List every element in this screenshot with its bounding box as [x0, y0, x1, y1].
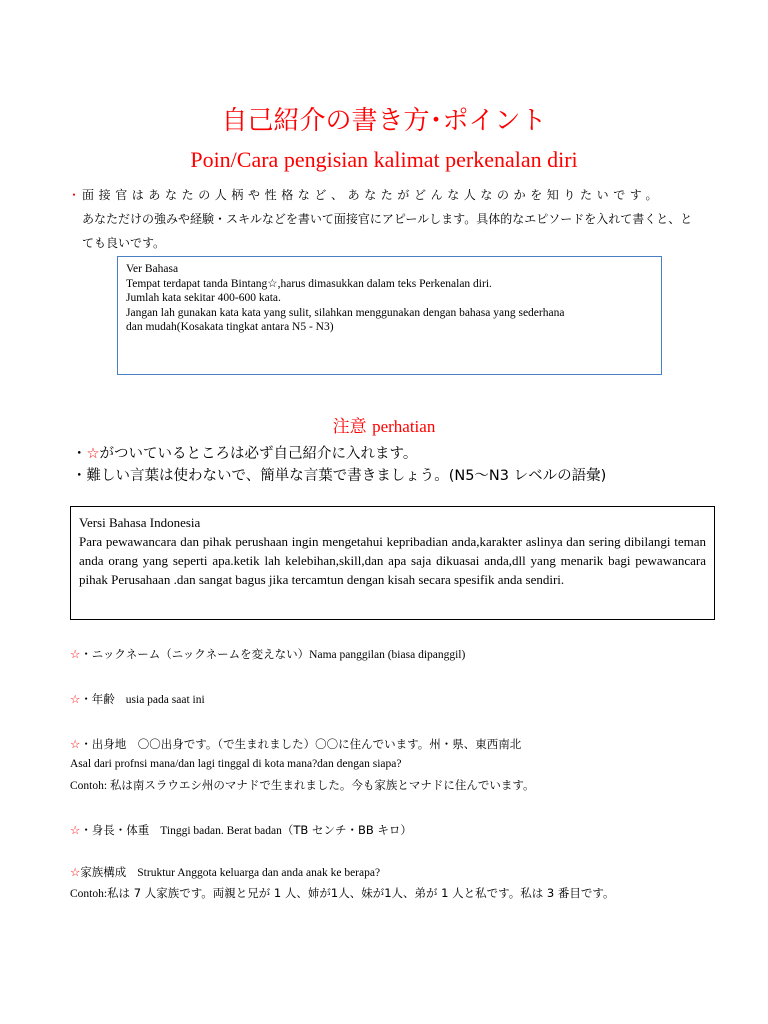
page-title: 自己紹介の書き方･ポイント: [221, 106, 547, 136]
item-origin: [70, 736, 521, 752]
item-id: Struktur Anggota keluarga dan anda anak ke berapa?: [137, 867, 381, 879]
star-icon: ☆: [70, 823, 81, 837]
item-id: usia pada saat ini: [125, 694, 205, 706]
item-id: Nama panggilan (biasa dipanggil): [309, 649, 466, 661]
box-line: Jangan lah gunakan kata kata yang sulit, silahkan menggunakan dengan bahasa yang sederhana: [126, 306, 565, 319]
caution-jp: 注意: [332, 417, 367, 437]
example-text: 私は 7 人家族です。両親と兄が 1 人、姉が1人、妹が1人、弟が 1 人と私です。私は 3 番目です。: [107, 886, 615, 900]
box-heading: Versi Bahasa Indonesia: [79, 515, 201, 530]
box-line: Ver Bahasa: [126, 263, 179, 275]
intro-line-1: 面接官はあなたの人柄や性格など、あなたがどんな人なのかを知りたいです。: [82, 188, 663, 202]
example-label: Contoh:: [70, 888, 108, 900]
item-id: Tinggi badan. Berat badan: [160, 825, 282, 837]
item-family: [70, 864, 380, 881]
item-jp: ・身長・体重: [80, 823, 150, 837]
example-label: Contoh:: [70, 780, 108, 792]
rule-bullet: ・: [72, 446, 87, 462]
item-nickname: [70, 646, 465, 663]
versi-bahasa-box: [70, 506, 715, 620]
page-subtitle: Poin/Cara pengisian kalimat perkenalan diri: [190, 147, 578, 172]
intro-bullet: ・: [68, 188, 81, 202]
rules-list: [72, 443, 606, 487]
star-icon: ☆: [70, 737, 81, 751]
box-line: dan mudah(Kosakata tingkat antara N5 - N3): [126, 321, 334, 333]
star-icon: ☆: [86, 446, 100, 462]
rule-1-text: がついているところは必ず自己紹介に入れます。: [99, 446, 418, 462]
item-height-weight: [70, 822, 412, 839]
example-text: 私は南スラウエシ州のマナドで生まれました。今も家族とマナドに住んでいます。: [109, 778, 535, 792]
item-jp: 家族構成: [80, 865, 127, 879]
family-example: [70, 885, 614, 902]
origin-example: [70, 777, 535, 794]
rule-1: [72, 443, 606, 465]
box-line: Jumlah kata sekitar 400-600 kata.: [126, 292, 281, 304]
box-line: Tempat terdapat tanda Bintang☆,harus dimasukkan dalam teks Perkenalan diri.: [126, 277, 492, 290]
box-body: Para pewawancara dan pihak perushaan ingin mengetahui kepribadian anda,karakter aslinya dan sering dibilangi teman anda orang yang seperti apa.ketik lah kelebihan,skill,dan apa saja dikuasai anda,dll yang menarik bagi pewawancara pihak Perusahaan .dan sangat bagus jika tercamtun dengan kisah secara spesifik anda sendiri.: [79, 534, 706, 587]
origin-question: Asal dari profnsi mana/dan lagi tinggal di kota mana?dan dengan siapa?: [70, 758, 402, 770]
caution-heading: [0, 412, 768, 437]
item-jp: ・ニックネーム（ニックネームを変えない）: [80, 647, 310, 661]
caution-id: perhatian: [372, 417, 436, 436]
star-icon: ☆: [70, 865, 81, 879]
rule-2: ・難しい言葉は使わないで、簡単な言葉で書きましょう。(N5～N3 レベルの語彙): [72, 468, 607, 484]
item-jp: ・年齢: [80, 692, 115, 706]
item-jp-2: （TB センチ・BB キロ）: [281, 823, 412, 837]
intro-line-2: あなただけの強みや経験・スキルなどを書いて面接官にアピールします。具体的なエピソードを入れて書くと、とても良いです。: [82, 212, 693, 250]
item-jp: ・出身地 〇〇出身です。（で生まれました）〇〇に住んでいます。州・県、東西南北: [80, 737, 522, 751]
star-icon: ☆: [70, 647, 81, 661]
indonesian-version-box: [117, 256, 662, 375]
item-age: [70, 691, 205, 708]
star-icon: ☆: [70, 692, 81, 706]
intro-paragraph: [70, 183, 700, 255]
